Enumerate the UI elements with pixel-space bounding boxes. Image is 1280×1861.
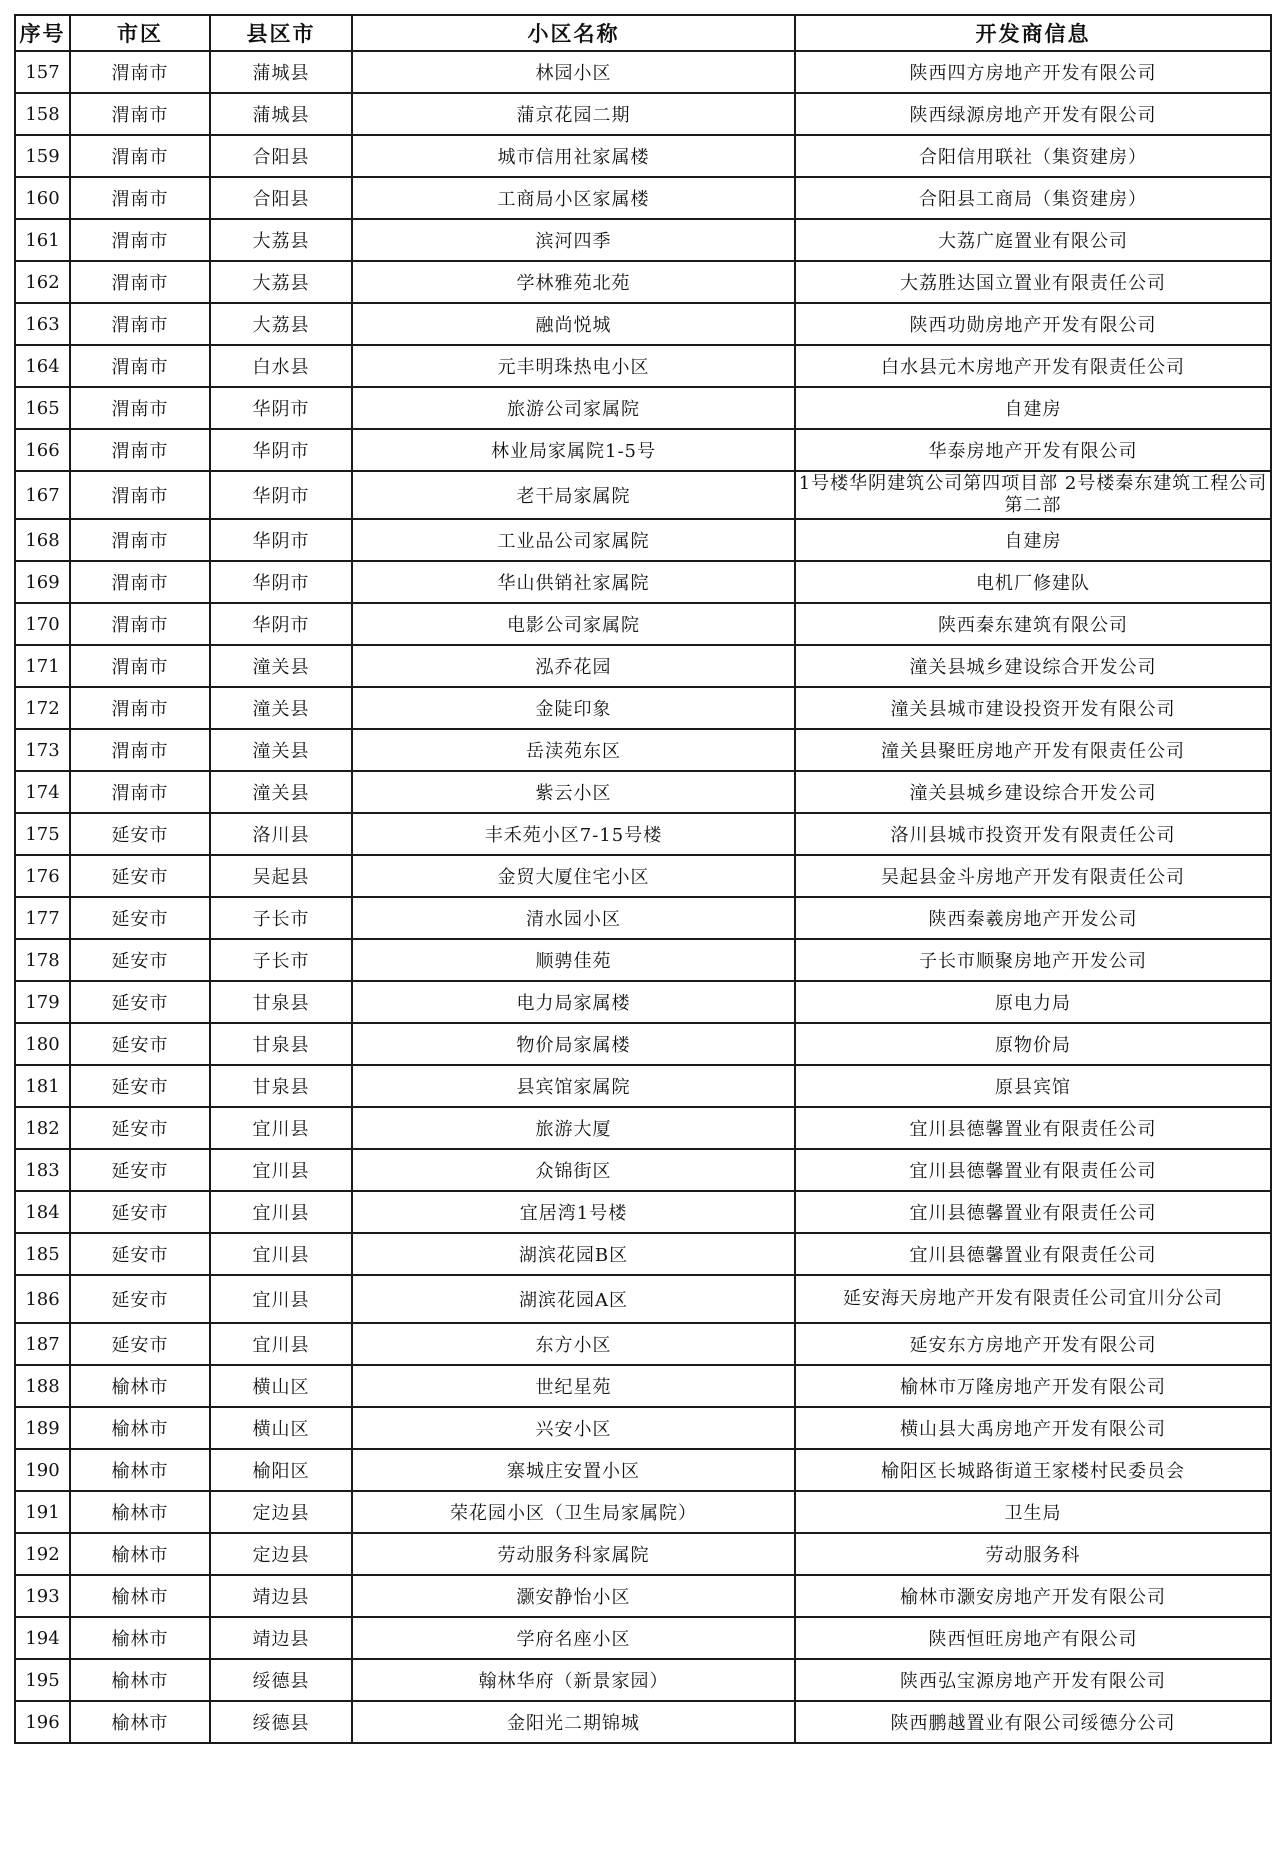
table-row xyxy=(15,1365,1271,1407)
table-row xyxy=(15,813,1271,855)
table-row xyxy=(15,771,1271,813)
city-cell: 渭南市 xyxy=(70,645,210,687)
community-name-cell: 工商局小区家属楼 xyxy=(352,177,795,219)
city-cell: 榆林市 xyxy=(70,1659,210,1701)
table-row xyxy=(15,1065,1271,1107)
serial-cell: 193 xyxy=(15,1575,70,1617)
county-cell: 大荔县 xyxy=(210,219,352,261)
developer-cell: 陕西功勋房地产开发有限公司 xyxy=(795,303,1271,345)
serial-cell: 171 xyxy=(15,645,70,687)
county-cell: 洛川县 xyxy=(210,813,352,855)
county-cell: 宜川县 xyxy=(210,1191,352,1233)
serial-cell: 186 xyxy=(15,1275,70,1323)
developer-cell: 榆阳区长城路街道王家楼村民委员会 xyxy=(795,1449,1271,1491)
city-cell: 延安市 xyxy=(70,897,210,939)
serial-cell: 192 xyxy=(15,1533,70,1575)
county-cell: 白水县 xyxy=(210,345,352,387)
county-cell: 潼关县 xyxy=(210,687,352,729)
community-name-cell: 世纪星苑 xyxy=(352,1365,795,1407)
city-cell: 渭南市 xyxy=(70,177,210,219)
housing-table xyxy=(14,14,1272,1744)
county-cell: 甘泉县 xyxy=(210,1023,352,1065)
city-cell: 榆林市 xyxy=(70,1365,210,1407)
table-row xyxy=(15,471,1271,519)
county-cell: 横山区 xyxy=(210,1365,352,1407)
serial-cell: 167 xyxy=(15,471,70,519)
city-cell: 渭南市 xyxy=(70,135,210,177)
community-name-cell: 学府名座小区 xyxy=(352,1617,795,1659)
developer-cell: 劳动服务科 xyxy=(795,1533,1271,1575)
developer-cell: 宜川县德馨置业有限责任公司 xyxy=(795,1149,1271,1191)
community-name-cell: 灏安静怡小区 xyxy=(352,1575,795,1617)
serial-cell: 190 xyxy=(15,1449,70,1491)
community-name-cell: 学林雅苑北苑 xyxy=(352,261,795,303)
community-name-cell: 融尚悦城 xyxy=(352,303,795,345)
serial-cell: 180 xyxy=(15,1023,70,1065)
city-cell: 渭南市 xyxy=(70,93,210,135)
community-name-cell: 金陡印象 xyxy=(352,687,795,729)
serial-cell: 173 xyxy=(15,729,70,771)
serial-cell: 183 xyxy=(15,1149,70,1191)
serial-cell: 160 xyxy=(15,177,70,219)
table-row xyxy=(15,303,1271,345)
county-cell: 定边县 xyxy=(210,1533,352,1575)
table-row xyxy=(15,261,1271,303)
serial-cell: 175 xyxy=(15,813,70,855)
developer-cell: 卫生局 xyxy=(795,1491,1271,1533)
community-name-cell: 林园小区 xyxy=(352,51,795,93)
community-name-cell: 林业局家属院1-5号 xyxy=(352,429,795,471)
city-cell: 延安市 xyxy=(70,1275,210,1323)
developer-cell: 陕西鹏越置业有限公司绥德分公司 xyxy=(795,1701,1271,1743)
table-row xyxy=(15,177,1271,219)
serial-cell: 176 xyxy=(15,855,70,897)
county-cell: 宜川县 xyxy=(210,1107,352,1149)
developer-cell: 潼关县城乡建设综合开发公司 xyxy=(795,771,1271,813)
serial-cell: 157 xyxy=(15,51,70,93)
serial-cell: 168 xyxy=(15,519,70,561)
community-name-cell: 旅游大厦 xyxy=(352,1107,795,1149)
serial-cell: 172 xyxy=(15,687,70,729)
serial-cell: 179 xyxy=(15,981,70,1023)
developer-cell: 陕西弘宝源房地产开发有限公司 xyxy=(795,1659,1271,1701)
developer-cell: 洛川县城市投资开发有限责任公司 xyxy=(795,813,1271,855)
serial-cell: 184 xyxy=(15,1191,70,1233)
community-name-cell: 劳动服务科家属院 xyxy=(352,1533,795,1575)
header-community-name: 小区名称 xyxy=(352,15,795,51)
serial-cell: 170 xyxy=(15,603,70,645)
developer-cell: 1号楼华阴建筑公司第四项目部 2号楼秦东建筑工程公司第二部 xyxy=(795,471,1271,519)
header-county: 县区市 xyxy=(210,15,352,51)
county-cell: 潼关县 xyxy=(210,645,352,687)
city-cell: 渭南市 xyxy=(70,603,210,645)
city-cell: 渭南市 xyxy=(70,771,210,813)
city-cell: 延安市 xyxy=(70,855,210,897)
community-name-cell: 工业品公司家属院 xyxy=(352,519,795,561)
serial-cell: 166 xyxy=(15,429,70,471)
serial-cell: 158 xyxy=(15,93,70,135)
county-cell: 大荔县 xyxy=(210,303,352,345)
table-row xyxy=(15,219,1271,261)
county-cell: 华阴市 xyxy=(210,429,352,471)
table-row xyxy=(15,1449,1271,1491)
community-name-cell: 电影公司家属院 xyxy=(352,603,795,645)
city-cell: 渭南市 xyxy=(70,345,210,387)
county-cell: 横山区 xyxy=(210,1407,352,1449)
city-cell: 渭南市 xyxy=(70,687,210,729)
developer-cell: 陕西秦东建筑有限公司 xyxy=(795,603,1271,645)
serial-cell: 187 xyxy=(15,1323,70,1365)
developer-cell: 华泰房地产开发有限公司 xyxy=(795,429,1271,471)
table-row xyxy=(15,603,1271,645)
developer-cell: 原县宾馆 xyxy=(795,1065,1271,1107)
table-row xyxy=(15,1701,1271,1743)
county-cell: 华阴市 xyxy=(210,561,352,603)
city-cell: 延安市 xyxy=(70,1065,210,1107)
developer-cell: 电机厂修建队 xyxy=(795,561,1271,603)
county-cell: 潼关县 xyxy=(210,771,352,813)
developer-cell: 子长市顺聚房地产开发公司 xyxy=(795,939,1271,981)
developer-cell: 榆林市万隆房地产开发有限公司 xyxy=(795,1365,1271,1407)
developer-cell: 延安东方房地产开发有限公司 xyxy=(795,1323,1271,1365)
city-cell: 渭南市 xyxy=(70,471,210,519)
serial-cell: 177 xyxy=(15,897,70,939)
table-row xyxy=(15,855,1271,897)
serial-cell: 182 xyxy=(15,1107,70,1149)
header-city: 市区 xyxy=(70,15,210,51)
developer-cell: 大荔广庭置业有限公司 xyxy=(795,219,1271,261)
community-name-cell: 蒲京花园二期 xyxy=(352,93,795,135)
city-cell: 渭南市 xyxy=(70,387,210,429)
table-row xyxy=(15,561,1271,603)
city-cell: 延安市 xyxy=(70,939,210,981)
county-cell: 宜川县 xyxy=(210,1323,352,1365)
community-name-cell: 紫云小区 xyxy=(352,771,795,813)
serial-cell: 196 xyxy=(15,1701,70,1743)
table-row xyxy=(15,1149,1271,1191)
community-name-cell: 荣花园小区（卫生局家属院） xyxy=(352,1491,795,1533)
table-row xyxy=(15,429,1271,471)
table-body xyxy=(15,51,1271,1743)
city-cell: 延安市 xyxy=(70,1107,210,1149)
community-name-cell: 老干局家属院 xyxy=(352,471,795,519)
serial-cell: 165 xyxy=(15,387,70,429)
community-name-cell: 东方小区 xyxy=(352,1323,795,1365)
county-cell: 蒲城县 xyxy=(210,51,352,93)
city-cell: 榆林市 xyxy=(70,1617,210,1659)
community-name-cell: 宜居湾1号楼 xyxy=(352,1191,795,1233)
city-cell: 榆林市 xyxy=(70,1449,210,1491)
community-name-cell: 湖滨花园A区 xyxy=(352,1275,795,1323)
developer-cell: 陕西四方房地产开发有限公司 xyxy=(795,51,1271,93)
table-row xyxy=(15,729,1271,771)
community-name-cell: 电力局家属楼 xyxy=(352,981,795,1023)
developer-cell: 宜川县德馨置业有限责任公司 xyxy=(795,1191,1271,1233)
serial-cell: 159 xyxy=(15,135,70,177)
developer-cell: 陕西绿源房地产开发有限公司 xyxy=(795,93,1271,135)
developer-cell: 白水县元木房地产开发有限责任公司 xyxy=(795,345,1271,387)
city-cell: 榆林市 xyxy=(70,1491,210,1533)
county-cell: 宜川县 xyxy=(210,1149,352,1191)
table-row xyxy=(15,1533,1271,1575)
city-cell: 渭南市 xyxy=(70,303,210,345)
county-cell: 定边县 xyxy=(210,1491,352,1533)
table-row xyxy=(15,93,1271,135)
developer-cell: 潼关县城乡建设综合开发公司 xyxy=(795,645,1271,687)
table-row xyxy=(15,387,1271,429)
serial-cell: 161 xyxy=(15,219,70,261)
table-row xyxy=(15,345,1271,387)
community-name-cell: 物价局家属楼 xyxy=(352,1023,795,1065)
developer-cell: 陕西秦羲房地产开发公司 xyxy=(795,897,1271,939)
city-cell: 渭南市 xyxy=(70,51,210,93)
county-cell: 华阴市 xyxy=(210,603,352,645)
serial-cell: 181 xyxy=(15,1065,70,1107)
serial-cell: 185 xyxy=(15,1233,70,1275)
developer-cell: 宜川县德馨置业有限责任公司 xyxy=(795,1233,1271,1275)
table-row xyxy=(15,1233,1271,1275)
developer-cell: 吴起县金斗房地产开发有限责任公司 xyxy=(795,855,1271,897)
developer-cell: 陕西恒旺房地产有限公司 xyxy=(795,1617,1271,1659)
county-cell: 绥德县 xyxy=(210,1659,352,1701)
serial-cell: 178 xyxy=(15,939,70,981)
table-row xyxy=(15,939,1271,981)
county-cell: 宜川县 xyxy=(210,1233,352,1275)
city-cell: 渭南市 xyxy=(70,219,210,261)
community-name-cell: 金阳光二期锦城 xyxy=(352,1701,795,1743)
header-developer: 开发商信息 xyxy=(795,15,1271,51)
serial-cell: 191 xyxy=(15,1491,70,1533)
serial-cell: 195 xyxy=(15,1659,70,1701)
developer-cell: 原电力局 xyxy=(795,981,1271,1023)
table-row xyxy=(15,1023,1271,1065)
county-cell: 潼关县 xyxy=(210,729,352,771)
developer-cell: 自建房 xyxy=(795,519,1271,561)
table-row xyxy=(15,645,1271,687)
community-name-cell: 顺骋佳苑 xyxy=(352,939,795,981)
table-row xyxy=(15,1617,1271,1659)
community-name-cell: 兴安小区 xyxy=(352,1407,795,1449)
county-cell: 吴起县 xyxy=(210,855,352,897)
community-name-cell: 泓乔花园 xyxy=(352,645,795,687)
county-cell: 靖边县 xyxy=(210,1617,352,1659)
table-row xyxy=(15,1275,1271,1323)
table-row xyxy=(15,519,1271,561)
city-cell: 延安市 xyxy=(70,1323,210,1365)
community-name-cell: 岳渎苑东区 xyxy=(352,729,795,771)
header-row xyxy=(15,15,1271,51)
community-name-cell: 县宾馆家属院 xyxy=(352,1065,795,1107)
table-row xyxy=(15,1191,1271,1233)
county-cell: 合阳县 xyxy=(210,177,352,219)
county-cell: 宜川县 xyxy=(210,1275,352,1323)
county-cell: 子长市 xyxy=(210,897,352,939)
community-name-cell: 清水园小区 xyxy=(352,897,795,939)
county-cell: 大荔县 xyxy=(210,261,352,303)
county-cell: 甘泉县 xyxy=(210,1065,352,1107)
community-name-cell: 寨城庄安置小区 xyxy=(352,1449,795,1491)
developer-cell: 榆林市灏安房地产开发有限公司 xyxy=(795,1575,1271,1617)
community-name-cell: 丰禾苑小区7-15号楼 xyxy=(352,813,795,855)
community-name-cell: 翰林华府（新景家园） xyxy=(352,1659,795,1701)
developer-cell: 原物价局 xyxy=(795,1023,1271,1065)
city-cell: 延安市 xyxy=(70,1149,210,1191)
city-cell: 榆林市 xyxy=(70,1575,210,1617)
city-cell: 延安市 xyxy=(70,1191,210,1233)
table-row xyxy=(15,1407,1271,1449)
city-cell: 榆林市 xyxy=(70,1701,210,1743)
table-row xyxy=(15,1491,1271,1533)
serial-cell: 174 xyxy=(15,771,70,813)
county-cell: 合阳县 xyxy=(210,135,352,177)
community-name-cell: 湖滨花园B区 xyxy=(352,1233,795,1275)
county-cell: 华阴市 xyxy=(210,387,352,429)
developer-cell: 大荔胜达国立置业有限责任公司 xyxy=(795,261,1271,303)
table-row xyxy=(15,1323,1271,1365)
table-row xyxy=(15,135,1271,177)
header-serial: 序号 xyxy=(15,15,70,51)
developer-cell: 宜川县德馨置业有限责任公司 xyxy=(795,1107,1271,1149)
county-cell: 榆阳区 xyxy=(210,1449,352,1491)
city-cell: 延安市 xyxy=(70,981,210,1023)
table-row xyxy=(15,1659,1271,1701)
serial-cell: 169 xyxy=(15,561,70,603)
community-name-cell: 旅游公司家属院 xyxy=(352,387,795,429)
city-cell: 渭南市 xyxy=(70,519,210,561)
serial-cell: 194 xyxy=(15,1617,70,1659)
table-row xyxy=(15,1575,1271,1617)
serial-cell: 163 xyxy=(15,303,70,345)
city-cell: 渭南市 xyxy=(70,729,210,771)
community-name-cell: 华山供销社家属院 xyxy=(352,561,795,603)
community-name-cell: 元丰明珠热电小区 xyxy=(352,345,795,387)
developer-cell: 合阳信用联社（集资建房） xyxy=(795,135,1271,177)
county-cell: 蒲城县 xyxy=(210,93,352,135)
serial-cell: 188 xyxy=(15,1365,70,1407)
city-cell: 榆林市 xyxy=(70,1533,210,1575)
community-name-cell: 城市信用社家属楼 xyxy=(352,135,795,177)
city-cell: 渭南市 xyxy=(70,561,210,603)
county-cell: 子长市 xyxy=(210,939,352,981)
developer-cell: 横山县大禹房地产开发有限公司 xyxy=(795,1407,1271,1449)
table-row xyxy=(15,981,1271,1023)
developer-cell: 自建房 xyxy=(795,387,1271,429)
table-row xyxy=(15,897,1271,939)
county-cell: 甘泉县 xyxy=(210,981,352,1023)
city-cell: 渭南市 xyxy=(70,261,210,303)
community-name-cell: 滨河四季 xyxy=(352,219,795,261)
developer-cell: 合阳县工商局（集资建房） xyxy=(795,177,1271,219)
serial-cell: 164 xyxy=(15,345,70,387)
table-row xyxy=(15,1107,1271,1149)
developer-cell: 潼关县城市建设投资开发有限公司 xyxy=(795,687,1271,729)
city-cell: 延安市 xyxy=(70,1023,210,1065)
community-name-cell: 金贸大厦住宅小区 xyxy=(352,855,795,897)
city-cell: 榆林市 xyxy=(70,1407,210,1449)
serial-cell: 189 xyxy=(15,1407,70,1449)
community-name-cell: 众锦街区 xyxy=(352,1149,795,1191)
developer-cell: 延安海天房地产开发有限责任公司宜川分公司 xyxy=(795,1275,1271,1323)
developer-cell: 潼关县聚旺房地产开发有限责任公司 xyxy=(795,729,1271,771)
county-cell: 绥德县 xyxy=(210,1701,352,1743)
city-cell: 延安市 xyxy=(70,1233,210,1275)
county-cell: 靖边县 xyxy=(210,1575,352,1617)
county-cell: 华阴市 xyxy=(210,519,352,561)
county-cell: 华阴市 xyxy=(210,471,352,519)
city-cell: 延安市 xyxy=(70,813,210,855)
serial-cell: 162 xyxy=(15,261,70,303)
table-row xyxy=(15,687,1271,729)
city-cell: 渭南市 xyxy=(70,429,210,471)
table-row xyxy=(15,51,1271,93)
